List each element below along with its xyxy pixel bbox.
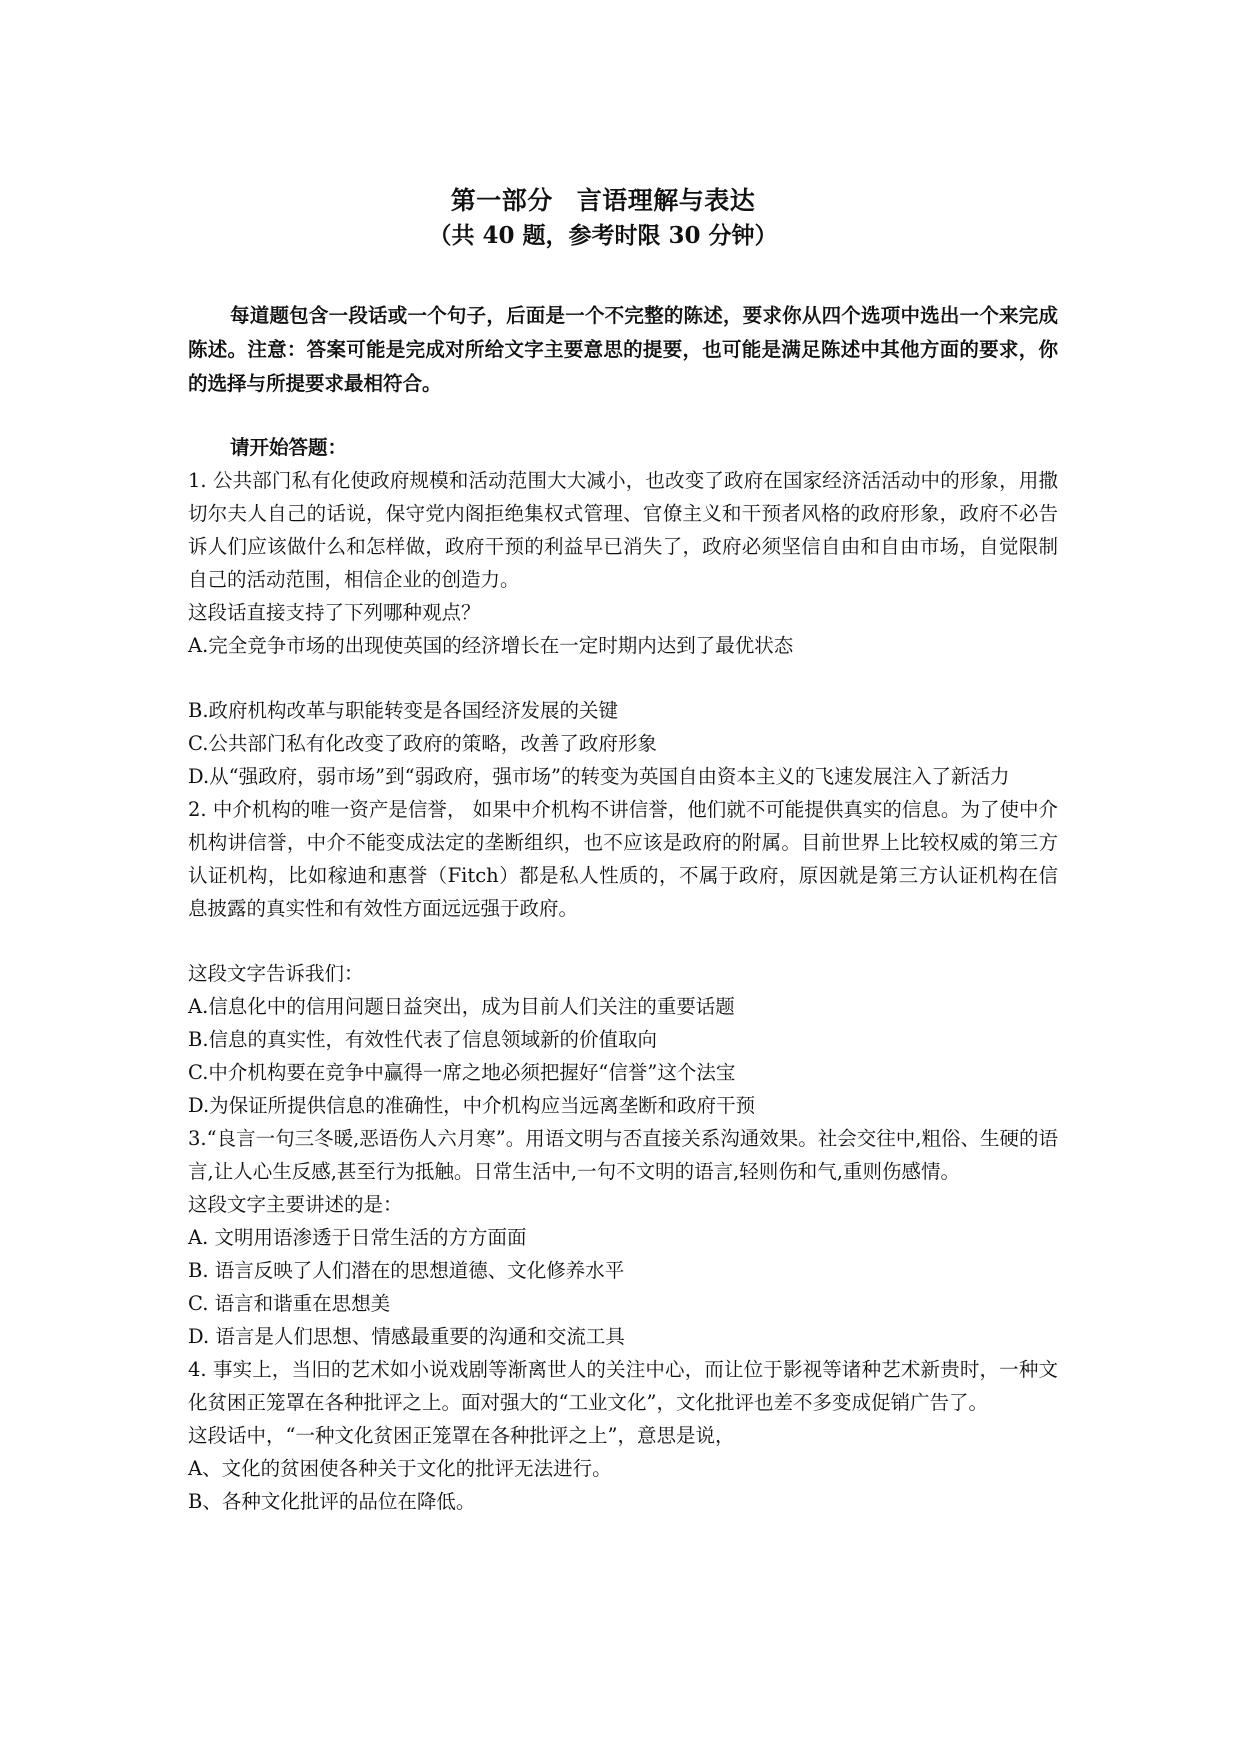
option-b: B、各种文化批评的品位在降低。 bbox=[188, 1490, 476, 1513]
option-b: B.信息的真实性，有效性代表了信息领域新的价值取向 bbox=[188, 1028, 658, 1051]
option-d: D.从“强政府，弱市场”到“弱政府，强市场”的转变为英国自由资本主义的飞速发展注入了新活力 bbox=[188, 765, 1010, 788]
question-prompt: 这段话直接支持了下列哪种观点？ bbox=[188, 601, 481, 624]
question-3 bbox=[188, 1122, 1058, 1353]
option-b: B. 语言反映了人们潜在的思想道德、文化修养水平 bbox=[188, 1259, 625, 1282]
question-text: 3.“良言一句三冬暖,恶语伤人六月寒”。用语文明与否直接关系沟通效果。社会交往中,粗俗、生硬的语言,让人心生反感,甚至行为抵触。日常生活中,一句不文明的语言,轻则伤和气,重则伤感情。 bbox=[188, 1127, 1058, 1183]
question-text: 2. 中介机构的唯一资产是信誉， 如果中介机构不讲信誉，他们就不可能提供真实的信息。为了使中介机构讲信誉，中介不能变成法定的垄断组织，也不应该是政府的附属。目前世界上比较权威的第三方认证机构，比如稼迪和惠誉（Fitch）都是私人性质的，不属于政府，原因就是第三方认证机构在信息披露的真实性和有效性方面远远强于政府。 bbox=[188, 798, 1058, 920]
title-block bbox=[148, 183, 1058, 253]
question-prompt: 这段文字告诉我们： bbox=[188, 962, 364, 985]
question-1 bbox=[188, 464, 1058, 793]
option-a: A. 文明用语渗透于日常生活的方方面面 bbox=[188, 1226, 527, 1249]
option-c: C. 语言和谐重在思想美 bbox=[188, 1292, 391, 1315]
question-2 bbox=[188, 793, 1058, 1122]
exam-page bbox=[188, 183, 1058, 1518]
option-a: A、文化的贫困使各种关于文化的批评无法进行。 bbox=[188, 1457, 612, 1480]
question-prompt: 这段文字主要讲述的是： bbox=[188, 1193, 403, 1216]
question-text: 1. 公共部门私有化使政府规模和活动范围大大减小，也改变了政府在国家经济活活动中的形象，用撒切尔夫人自己的话说，保守党内阁拒绝集权式管理、官僚主义和干预者风格的政府形象，政府不必告诉人们应该做什么和怎样做，政府干预的利益早已消失了，政府必须坚信自由和自由市场，自觉限制自己的活动范围，相信企业的创造力。 bbox=[188, 469, 1058, 591]
instructions: 每道题包含一段话或一个句子，后面是一个不完整的陈述，要求你从四个选项中选出一个来完成陈述。注意：答案可能是完成对所给文字主要意思的提要，也可能是满足陈述中其他方面的要求，你的选择与所提要求最相符合。 bbox=[188, 304, 1058, 395]
start-prompt: 请开始答题： bbox=[230, 436, 348, 459]
option-c: C.中介机构要在竞争中赢得一席之地必须把握好“信誉”这个法宝 bbox=[188, 1061, 736, 1084]
option-b: B.政府机构改革与职能转变是各国经济发展的关键 bbox=[188, 699, 619, 722]
section-label: 言语理解与表达 bbox=[576, 186, 756, 215]
question-4 bbox=[188, 1353, 1058, 1518]
part-title bbox=[148, 183, 1058, 219]
part-label: 第一部分 bbox=[450, 186, 553, 215]
option-a: A.信息化中的信用问题日益突出，成为目前人们关注的重要话题 bbox=[188, 995, 735, 1018]
option-d: D.为保证所提供信息的准确性，中介机构应当远离垄断和政府干预 bbox=[188, 1094, 756, 1117]
option-c: C.公共部门私有化改变了政府的策略，改善了政府形象 bbox=[188, 732, 657, 755]
part-subtitle: （共 40 题，参考时限 30 分钟） bbox=[428, 222, 778, 249]
question-prompt: 这段话中，“一种文化贫困正笼罩在各种批评之上”，意思是说， bbox=[188, 1424, 735, 1447]
option-d: D. 语言是人们思想、情感最重要的沟通和交流工具 bbox=[188, 1325, 625, 1348]
option-a: A.完全竞争市场的出现使英国的经济增长在一定时期内达到了最优状态 bbox=[188, 634, 794, 657]
question-text: 4. 事实上，当旧的艺术如小说戏剧等渐离世人的关注中心，而让位于影视等诸种艺术新贵时，一种文化贫困正笼罩在各种批评之上。面对强大的“工业文化”，文化批评也差不多变成促销广告了。 bbox=[188, 1358, 1058, 1414]
